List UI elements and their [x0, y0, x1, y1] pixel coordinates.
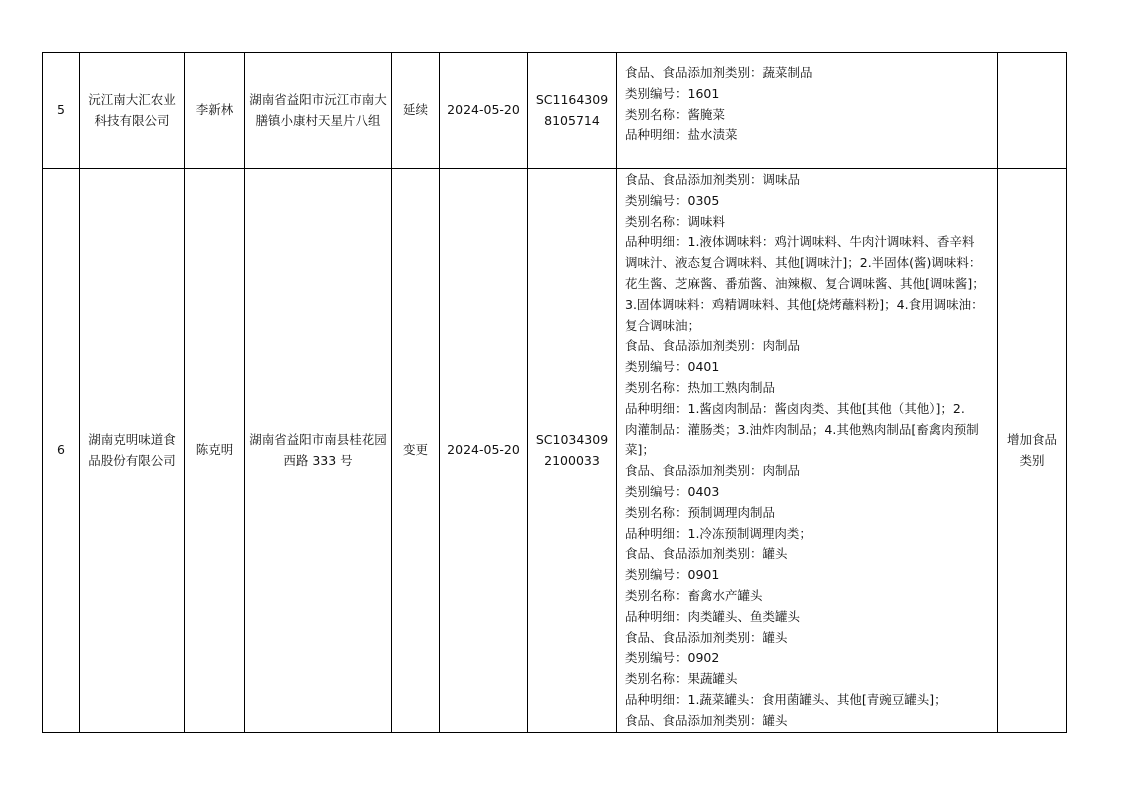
remark-cell — [998, 53, 1067, 169]
table-row — [43, 169, 1067, 733]
detail-line: 食品、食品添加剂类别：肉制品 — [625, 463, 801, 479]
detail-line: 花生酱、芝麻酱、番茄酱、油辣椒、复合调味酱、其他[调味酱]； — [625, 275, 985, 291]
detail-line: 菜]； — [625, 442, 655, 458]
row-number-cell: 5 — [43, 53, 80, 169]
detail-line: 品种明细：1.蔬菜罐头：食用菌罐头、其他[青豌豆罐头]； — [625, 691, 947, 707]
detail-line: 类别名称：畜禽水产罐头 — [625, 587, 763, 603]
detail-line: 类别名称：果蔬罐头 — [625, 671, 738, 687]
detail-line: 品种明细：盐水渍菜 — [625, 127, 738, 143]
action-type-cell: 变更 — [392, 169, 440, 733]
license-number-cell: SC1164309 8105714 — [528, 53, 617, 169]
detail-line: 品种明细：1.液体调味料：鸡汁调味料、牛肉汁调味料、香辛料 — [625, 234, 975, 250]
detail-line: 类别编号：0401 — [625, 359, 720, 375]
detail-line: 3.固体调味料：鸡精调味料、其他[烧烤蘸料粉]；4.食用调味油： — [625, 296, 984, 312]
license-number-cell: SC1034309 2100033 — [528, 169, 617, 733]
detail-line: 食品、食品添加剂类别：蔬菜制品 — [625, 65, 813, 80]
detail-line: 类别名称：预制调理肉制品 — [625, 504, 776, 520]
table-row — [43, 53, 1067, 169]
detail-line: 调味汁、液态复合调味料、其他[调味汁]；2.半固体(酱)调味料： — [625, 255, 982, 271]
row-number-cell: 6 — [43, 169, 80, 733]
detail-line: 类别名称：酱腌菜 — [625, 106, 726, 122]
legal-person-cell: 陈克明 — [185, 169, 245, 733]
detail-line: 食品、食品添加剂类别：罐头 — [625, 546, 788, 562]
detail-line: 食品、食品添加剂类别：肉制品 — [625, 338, 801, 354]
company-name-cell: 沅江南大汇农业科技有限公司 — [80, 53, 185, 169]
detail-line: 类别编号：0901 — [625, 567, 720, 583]
detail-line: 类别编号：0902 — [625, 650, 720, 666]
legal-person-cell: 李新林 — [185, 53, 245, 169]
detail-line: 食品、食品添加剂类别：罐头 — [625, 629, 788, 645]
detail-line: 品种明细：肉类罐头、鱼类罐头 — [625, 608, 801, 624]
detail-line: 类别编号：0403 — [625, 483, 720, 499]
detail-line: 类别编号：1601 — [625, 85, 720, 101]
detail-line: 食品、食品添加剂类别：罐头 — [625, 712, 788, 728]
detail-line: 类别名称：调味料 — [625, 213, 726, 229]
detail-line: 复合调味油； — [625, 317, 701, 333]
address-cell: 湖南省益阳市南县桂花园西路 333 号 — [245, 169, 392, 733]
detail-line: 食品、食品添加剂类别：调味品 — [625, 172, 801, 187]
food-category-details-cell — [617, 53, 998, 169]
permit-table — [42, 52, 1067, 733]
detail-line: 品种明细：1.酱卤肉制品：酱卤肉类、其他[其他（其他）]；2. — [625, 400, 965, 416]
issue-date-cell: 2024-05-20 — [440, 53, 528, 169]
company-name-cell: 湖南克明味道食品股份有限公司 — [80, 169, 185, 733]
action-type-cell: 延续 — [392, 53, 440, 169]
food-category-details-cell — [617, 169, 998, 733]
detail-line: 类别名称：热加工熟肉制品 — [625, 379, 776, 395]
issue-date-cell: 2024-05-20 — [440, 169, 528, 733]
remark-cell: 增加食品类别 — [998, 169, 1067, 733]
detail-line: 类别编号：0305 — [625, 192, 720, 208]
detail-line: 肉灌制品：灌肠类；3.油炸肉制品；4.其他熟肉制品[畜禽肉预制 — [625, 421, 979, 437]
detail-line: 品种明细：1.冷冻预制调理肉类； — [625, 525, 812, 541]
address-cell: 湖南省益阳市沅江市南大膳镇小康村天星片八组 — [245, 53, 392, 169]
